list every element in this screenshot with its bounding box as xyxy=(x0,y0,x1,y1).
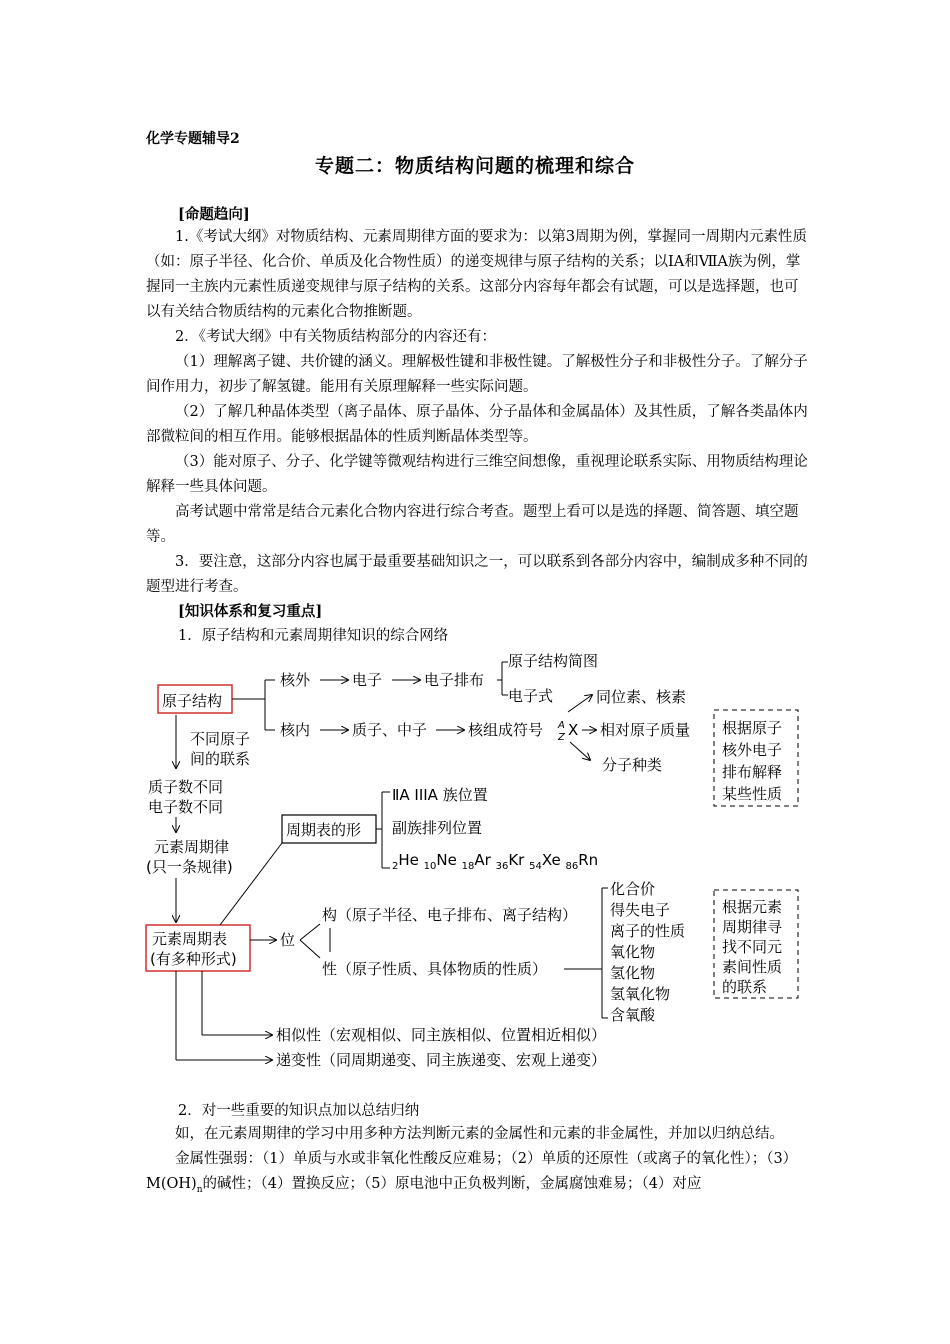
diff-count-line: 电子数不同 xyxy=(148,798,224,816)
property-item: 离子的性质 xyxy=(610,922,686,940)
property-item: 化合价 xyxy=(610,880,656,898)
property-label: 性（原子性质、具体物质的性质） xyxy=(322,960,548,978)
note2-line: 周期律寻 xyxy=(722,918,783,936)
property-item: 氧化物 xyxy=(610,943,656,961)
outer-label: 核外 xyxy=(280,671,311,689)
proton-neutron-label: 质子、中子 xyxy=(352,721,428,739)
diff-count-line: 质子数不同 xyxy=(148,778,224,796)
list-item-summary: 2．对一些重要的知识点加以总结归纳 xyxy=(178,1103,420,1119)
position-label: 位 xyxy=(280,931,296,949)
subgroup-label: 副族排列位置 xyxy=(392,819,483,837)
list-item-network: 1．原子结构和元素周期律知识的综合网络 xyxy=(178,628,449,644)
section-heading-trend: [命题趋向] xyxy=(178,206,250,223)
similarity-label: 相似性（宏观相似、同主族相似、位置相近相似） xyxy=(276,1026,607,1044)
document-title: 专题二：物质结构问题的梳理和综合 xyxy=(314,155,635,177)
paragraph: 高考试题中常常是结合元素化合物内容进行综合考查。题型上看可以是选的择题、简答题、填空题等。 xyxy=(146,504,799,545)
note1-line: 排布解释 xyxy=(722,763,783,781)
paragraph: （2）了解几种晶体类型（离子晶体、原子晶体、分子晶体和金属晶体）及其性质，了解各类晶体内部微粒间的相互作用。能够根据晶体的性质判断晶体类型等。 xyxy=(146,404,808,445)
property-item: 含氧酸 xyxy=(610,1006,656,1024)
group-position-label: ⅡA IIIA 族位置 xyxy=(392,786,488,804)
mass-number-symbol: A xyxy=(558,720,565,731)
atom-diagram-label: 原子结构简图 xyxy=(508,652,599,670)
note2-line: 的联系 xyxy=(722,978,768,996)
paragraph: 3．要注意，这部分内容也属于最重要基础知识之一，可以联系到各部分内容中，编制成多种不同的题型进行考查。 xyxy=(146,554,808,595)
periodic-table-line: 元素周期表 xyxy=(152,930,228,948)
inner-label: 核内 xyxy=(280,721,311,739)
paragraph-metal-criteria: 金属性强弱：（1）单质与水或非氧化性酸反应难易；（2）单质的还原性（或离子的氧化性）；$(3)M(OH)_n$的碱性；（4）置换反应；（5）原电池中正负极判断，金属腐蚀难易；（4）对应 xyxy=(146,1151,798,1195)
note1-line: 某些性质 xyxy=(722,785,783,803)
section-summary-body xyxy=(146,1122,810,1203)
noble-gas-sequence: $_2$He $_{10}$Ne $_{18}$Ar $_{36}$Kr $_{54}$Xe $_{86}$Rn xyxy=(392,851,599,872)
note2-line: 找不同元 xyxy=(722,938,783,956)
diff-link-line: 不同原子 xyxy=(190,730,251,748)
property-item: 氢氧化物 xyxy=(610,985,671,1003)
paragraph: 1.《考试大纲》对物质结构、元素周期律方面的要求为：以第3周期为例，掌握同一周期内元素性质（如：原子半径、化合价、单质及化合物性质）的递变规律与原子结构的关系；以ⅠA和ⅦA族为例，掌握同一主族内元素性质递变规律与原子结构的关系。这部分内容每年都会有试题，可以是选择题，也可以有关结合物质结构的元素化合物推断题。 xyxy=(146,229,808,320)
note2-line: 根据元素 xyxy=(722,898,783,916)
periodic-law-line: 元素周期律 xyxy=(154,838,230,856)
electron-config-label: 电子排布 xyxy=(424,671,485,689)
relative-mass-label: 相对原子质量 xyxy=(600,721,691,739)
atomic-number-symbol: Z xyxy=(558,732,565,743)
paragraph: 2．《考试大纲》中有关物质结构部分的内容还有： xyxy=(175,329,496,345)
document-header: 化学专题辅导2 xyxy=(146,131,240,147)
note1-line: 核外电子 xyxy=(722,741,783,759)
paragraph: （3）能对原子、分子、化学键等微观结构进行三维空间想像，重视理论联系实际、用物质结构理论解释一些具体问题。 xyxy=(146,454,808,495)
property-item: 得失电子 xyxy=(610,901,671,919)
diff-link-line: 间的联系 xyxy=(190,750,251,768)
paragraph: （1）理解离子键、共价键的涵义。理解极性键和非极性键。了解极性分子和非极性分子。了解分子间作用力，初步了解氢键。能用有关原理解释一些实际问题。 xyxy=(146,354,808,395)
periodic-table-line: (有多种形式) xyxy=(150,950,237,968)
element-symbol: X xyxy=(568,721,579,739)
gradient-label: 递变性（同周期递变、同主族递变、宏观上递变） xyxy=(276,1051,607,1069)
section-heading-knowledge: [知识体系和复习重点] xyxy=(178,603,323,620)
molecule-types-label: 分子种类 xyxy=(602,756,663,774)
property-item: 氢化物 xyxy=(610,964,656,982)
isotope-label: 同位素、核素 xyxy=(596,688,687,706)
atom-structure-label: 原子结构 xyxy=(162,692,223,710)
section-trend-body xyxy=(146,225,810,600)
note2-line: 素间性质 xyxy=(722,958,783,976)
electron-formula-label: 电子式 xyxy=(508,687,554,705)
paragraph: 如，在元素周期律的学习中用多种方法判断元素的金属性和元素的非金属性，并加以归纳总结。 xyxy=(175,1126,784,1142)
periodic-law-line: (只一条规律) xyxy=(146,858,233,876)
note1-line: 根据原子 xyxy=(722,719,783,737)
electron-label: 电子 xyxy=(352,671,383,689)
structure-label: 构（原子半径、电子排布、离子结构） xyxy=(322,906,578,924)
table-form-label: 周期表的形 xyxy=(286,821,362,839)
nuclide-symbol-label: 核组成符号 xyxy=(468,721,544,739)
knowledge-network-diagram xyxy=(140,640,820,1080)
